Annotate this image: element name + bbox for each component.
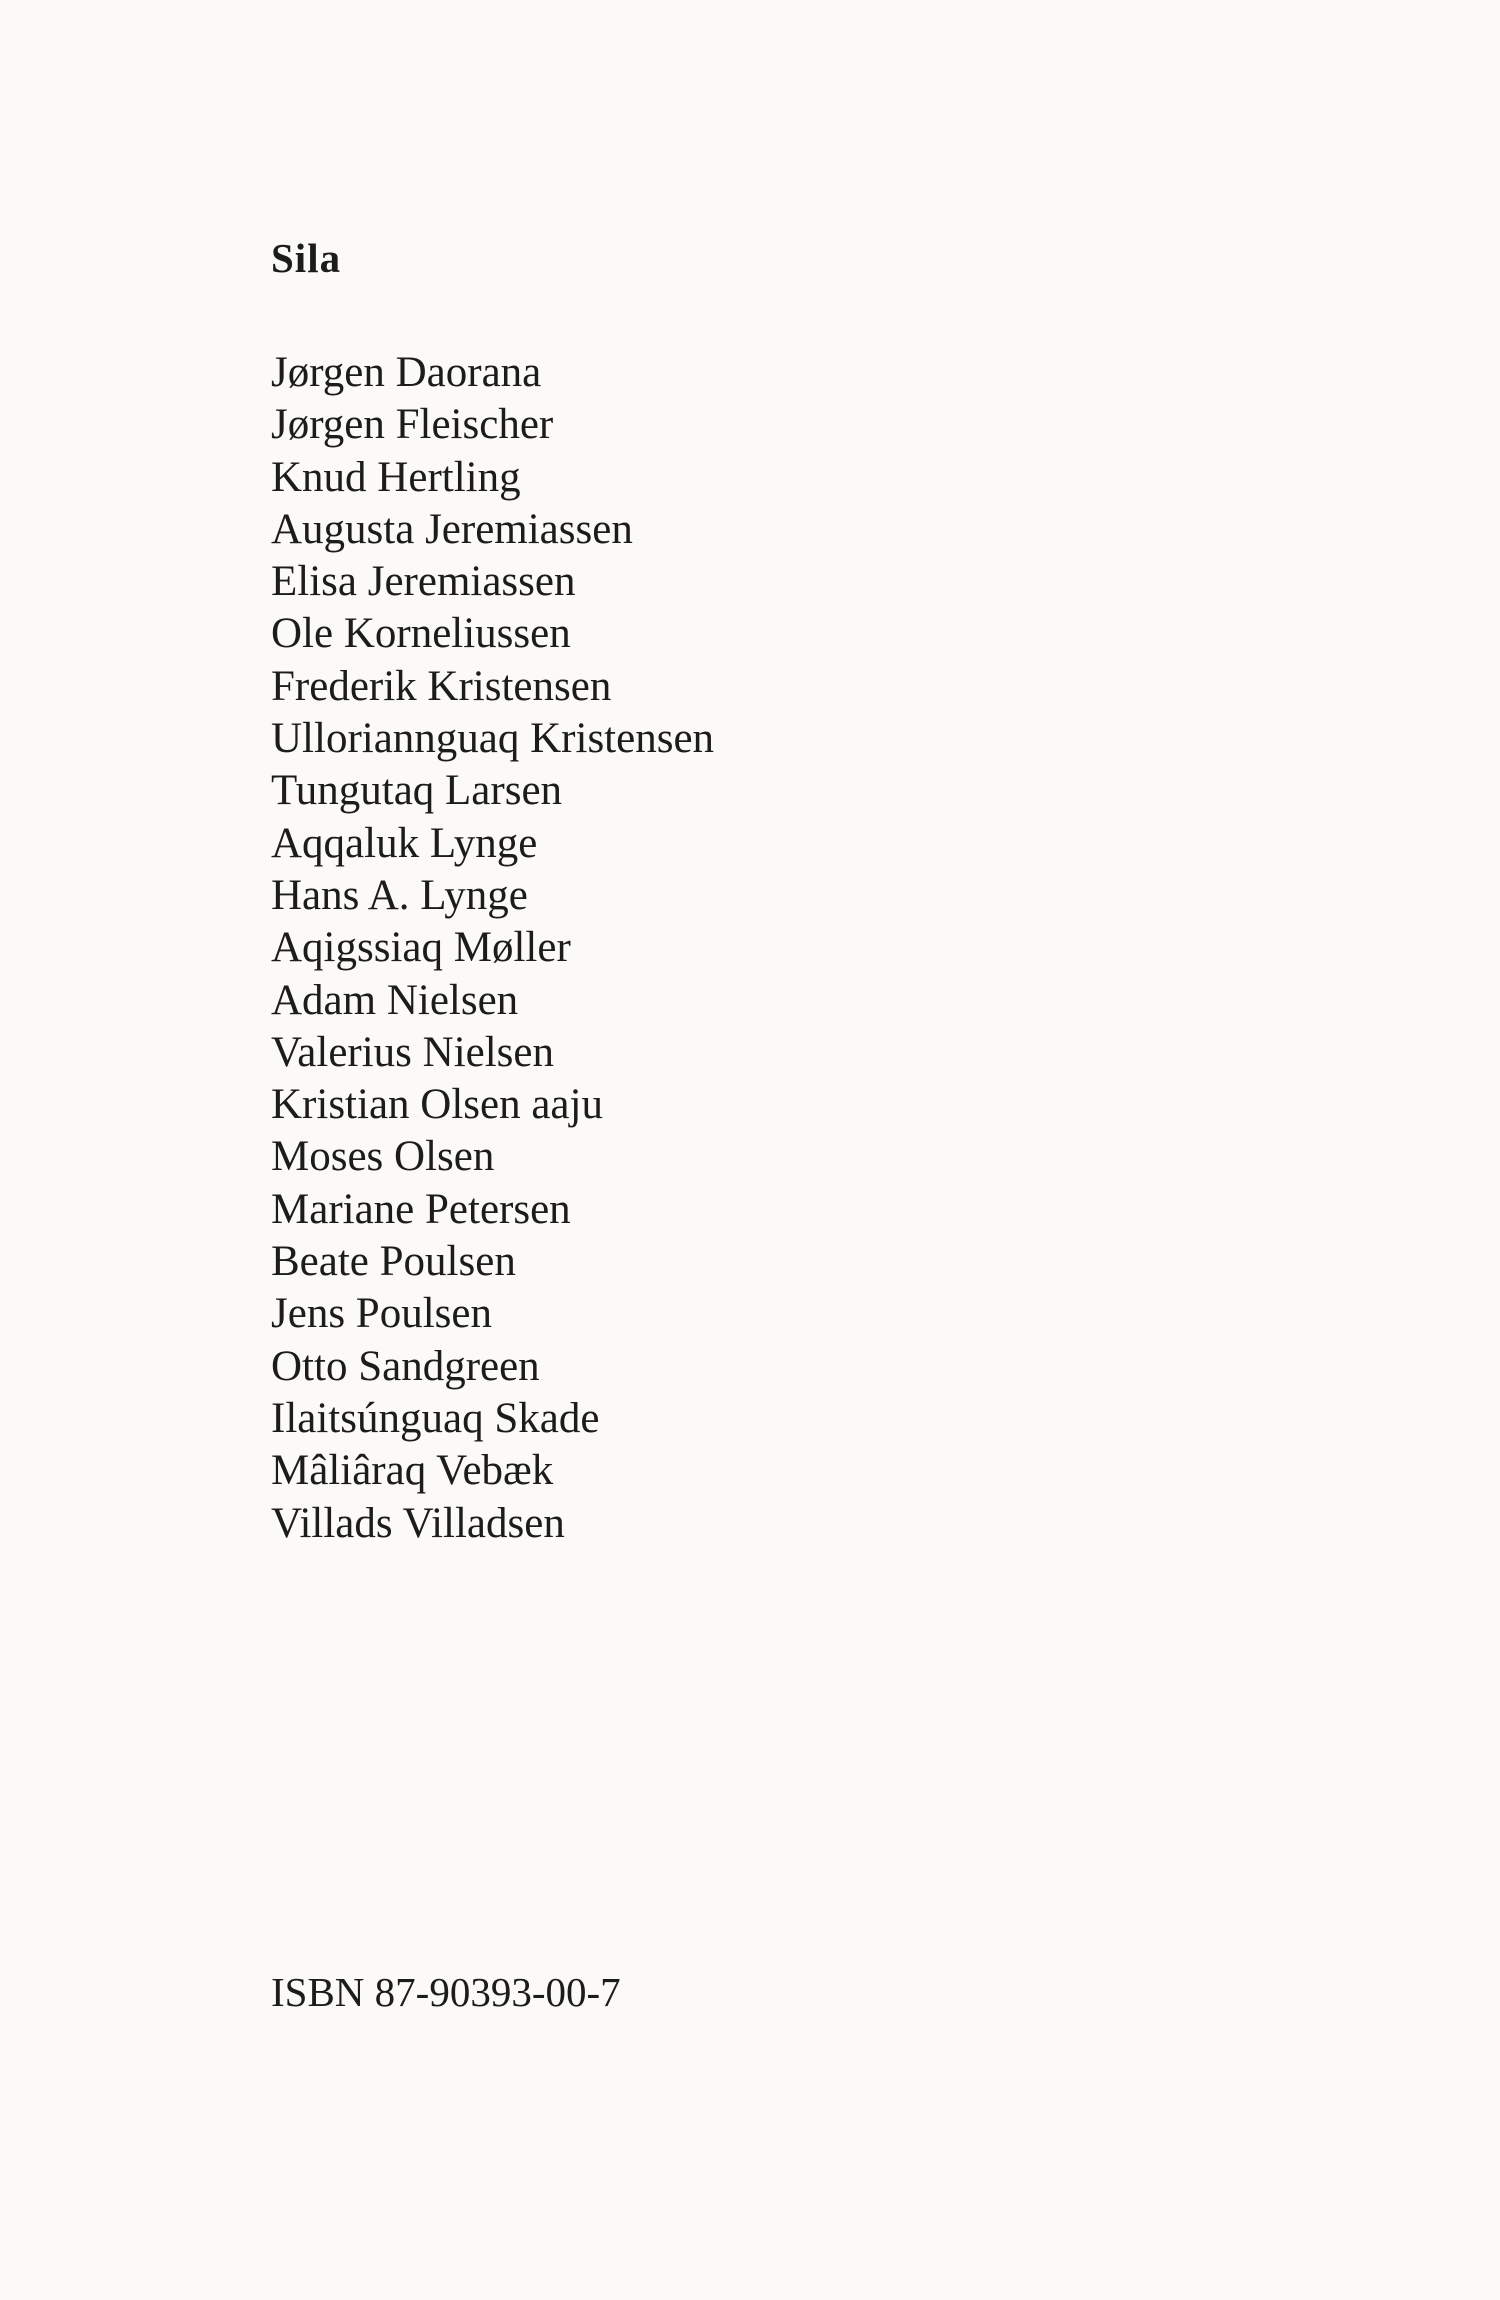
author-name: Otto Sandgreen — [271, 1342, 540, 1390]
author-name: Elisa Jeremiassen — [271, 558, 576, 606]
author-name: Villads Villadsen — [271, 1499, 565, 1547]
author-name: Ilaitsúnguaq Skade — [271, 1394, 600, 1442]
author-name: Jørgen Fleischer — [271, 401, 554, 449]
author-name: Augusta Jeremiassen — [271, 505, 633, 553]
author-name: Ulloriannguaq Kristensen — [271, 715, 715, 763]
author-name: Beate Poulsen — [271, 1238, 516, 1286]
author-name: Aqigssiaq Møller — [271, 924, 571, 972]
author-name: Tungutaq Larsen — [271, 767, 563, 815]
book-title: Sila — [271, 235, 342, 281]
author-name: Adam Nielsen — [271, 976, 519, 1024]
author-name: Jens Poulsen — [271, 1290, 492, 1338]
author-name: Aqqaluk Lynge — [271, 819, 538, 867]
isbn-number: ISBN 87-90393-00-7 — [271, 1969, 621, 2015]
author-name: Mâliâraq Vebæk — [271, 1447, 554, 1495]
author-name: Jørgen Daorana — [271, 349, 542, 396]
author-name: Hans A. Lynge — [271, 871, 528, 919]
author-name: Kristian Olsen aaju — [271, 1081, 603, 1129]
author-name: Knud Hertling — [271, 453, 521, 501]
author-name: Ole Korneliussen — [271, 610, 571, 658]
author-name: Moses Olsen — [271, 1133, 495, 1181]
author-list — [271, 347, 714, 1550]
author-name: Frederik Kristensen — [271, 662, 612, 710]
author-name: Valerius Nielsen — [271, 1028, 555, 1076]
author-name: Mariane Petersen — [271, 1185, 571, 1233]
